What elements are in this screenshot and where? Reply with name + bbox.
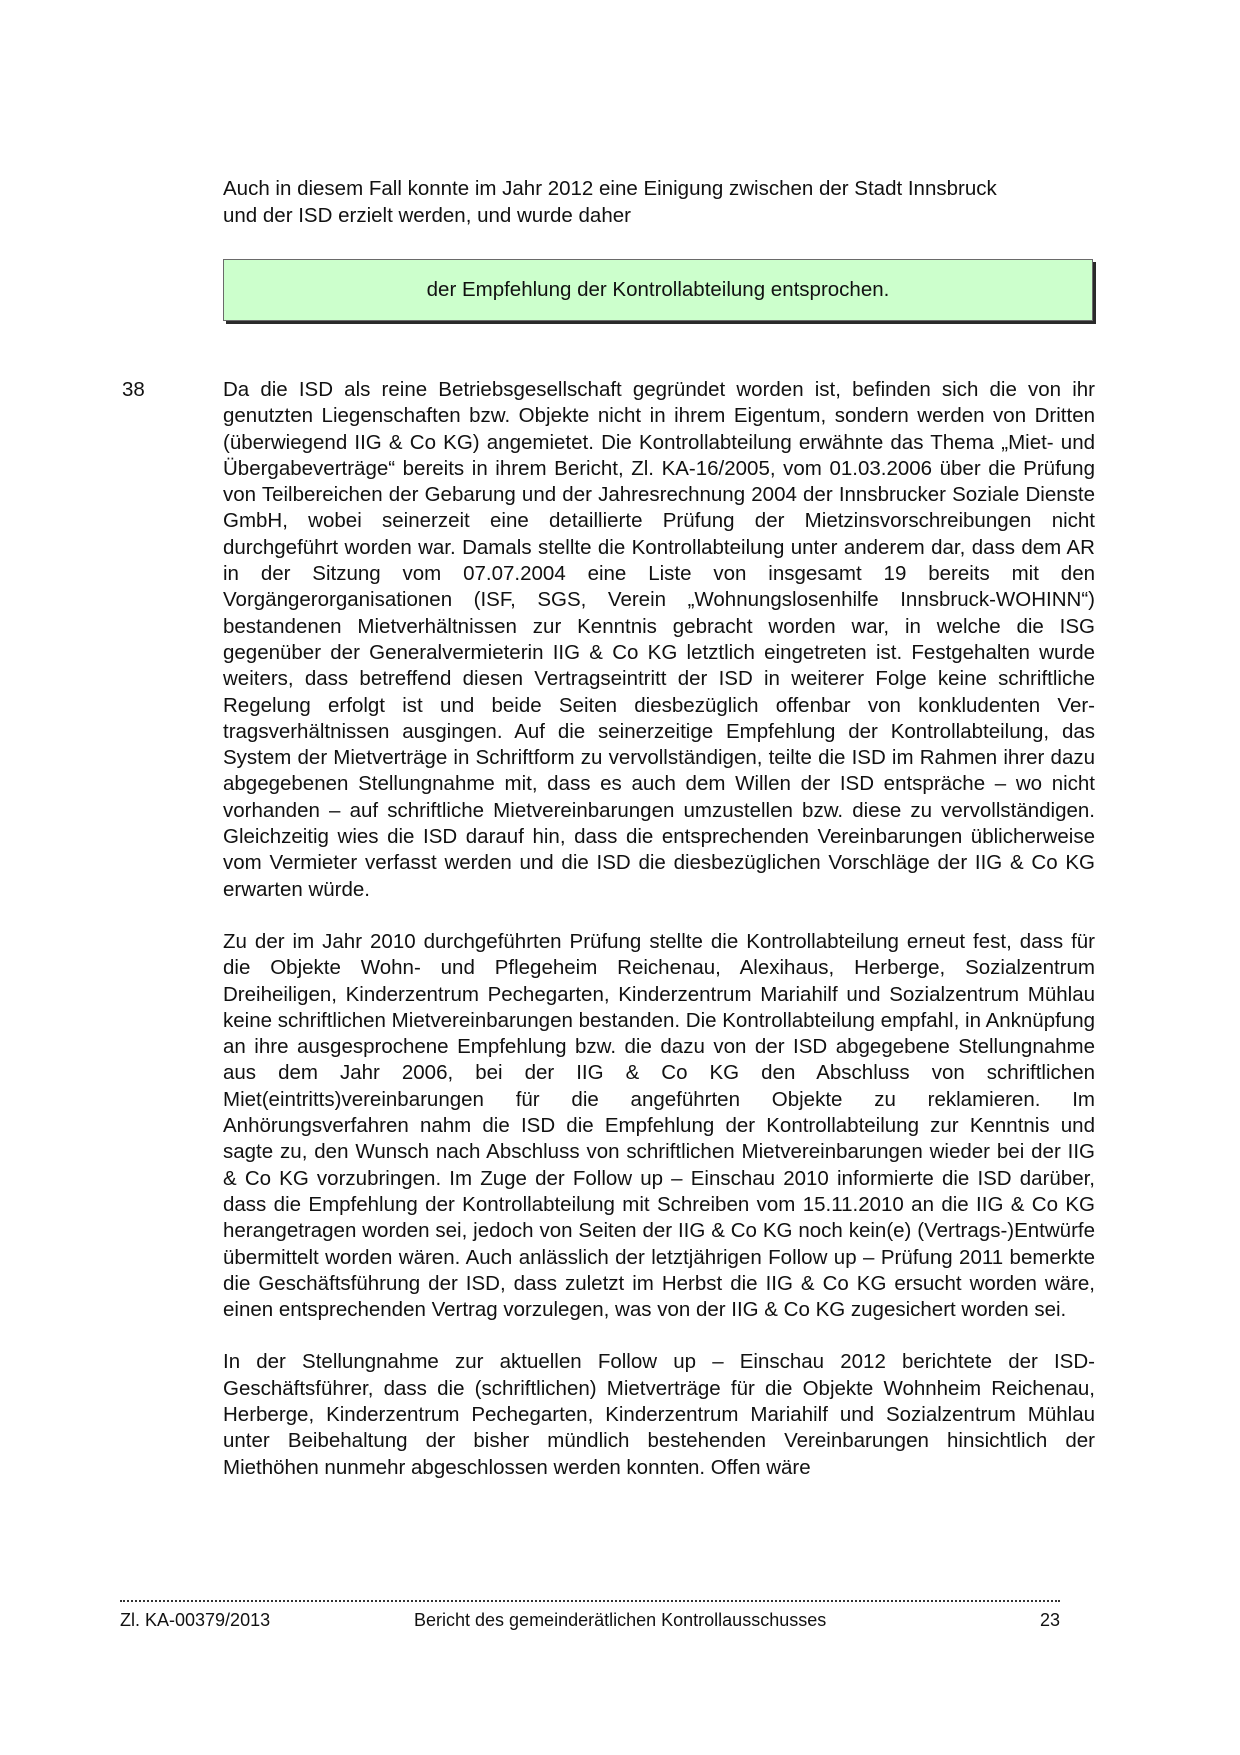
intro-line-2: und der ISD erzielt werden, und wurde daher [223,203,631,227]
body-paragraph-1: Da die ISD als reine Betriebsgesellschaft gegründet worden ist, befinden sich die von ihr genutzten Liegenschaften bzw. Objekte nicht in ihrem Eigentum, sondern werden von Dritten (überwiegend IIG & Co KG) angemietet. Die Kontrollabteilung erwähnte das Thema „Miet- und Übergabeverträge“ bereits in ihrem Bericht, Zl. KA-16/2005, vom 01.03.2006 über die Prüfung von Teilbereichen der Gebarung und der Jahresrechnung 2004 der Innsbrucker Soziale Dienste GmbH, wobei seinerzeit eine detaillierte Prüfung der Mietzinsvorschreibungen nicht durchgeführt worden war. Damals stellte die Kontrollabteilung unter anderem dar, dass dem AR in der Sitzung vom 07.07.2004 eine Liste von insgesamt 19 bereits mit den Vorgängerorganisationen (ISF, SGS, Verein „Wohnungslosenhilfe Innsbruck-WOHINN“) bestandenen Mietverhältnissen zur Kenntnis gebracht worden war, in welche die ISG gegenüber der Generalvermieterin IIG & Co KG letztlich eingetreten ist. Festgehalten wurde weiters, dass betreffend diesen Vertragseintritt der ISD in weiterer Folge keine schriftliche Regelung erfolgt ist und beide Seiten diesbezüglich offenbar von konkludenten Vertragsverhältnissen ausgingen. Auf die seinerzeitige Empfehlung der Kontrollabteilung, das System der Mietverträge in Schriftform zu vervollständigen, teilte die ISD im Rahmen ihrer dazu abgegebenen Stellungnahme mit, dass es auch dem Willen der ISD entspräche – wo nicht vorhanden – auf schriftliche Mietvereinbarungen umzustellen bzw. diese zu vervollständigen. Gleichzeitig wies die ISD darauf hin, dass die entsprechenden Vereinbarungen üblicherweise vom Vermieter verfasst werden und die ISD die diesbezüglichen Vorschläge der IIG & Co KG erwarten würde. [223,378,1095,901]
recommendation-callout-box [223,259,1093,321]
body-paragraph-2: Zu der im Jahr 2010 durchgeführten Prüfung stellte die Kontrollabteilung erneut fest, dass für die Objekte Wohn- und Pflegeheim Reichenau, Alexihaus, Herberge, Sozialzentrum Dreiheiligen, Kinderzentrum Pechegarten, Kinderzentrum Mariahilf und Sozialzentrum Mühlau keine schriftlichen Mietvereinbarungen bestanden. Die Kontrollabteilung empfahl, in Anknüpfung an ihre ausgesprochene Empfehlung bzw. die dazu von der ISD abgegebene Stellungnahme aus dem Jahr 2006, bei der IIG & Co KG den Abschluss von schriftlichen Miet(eintritts)vereinbarungen für die angeführten Objekte zu reklamieren. Im Anhörungsverfahren nahm die ISD die Empfehlung der Kontrollabteilung zur Kenntnis und sagte zu, den Wunsch nach Abschluss von schriftlichen Mietvereinbarungen wieder bei der IIG & Co KG vorzubringen. Im Zuge der Follow up – Einschau 2010 informierte die ISD darüber, dass die Empfehlung der Kontrollabteilung mit Schreiben vom 15.11.2010 an die IIG & Co KG herangetragen worden sei, jedoch von Seiten der IIG & Co KG noch kein(e) (Vertrags-)Entwürfe übermittelt worden wären. Auch anlässlich der letztjährigen Follow up – Prüfung 2011 bemerkte die Geschäftsführung der ISD, dass zuletzt im Herbst die IIG & Co KG ersucht worden wäre, einen entsprechenden Vertrag vorzulegen, was von der IIG & Co KG zugesichert worden sei. [223,929,1095,1322]
intro-line-1: Auch in diesem Fall konnte im Jahr 2012 eine Einigung zwischen der Stadt Innsbruck [223,177,997,200]
page-number: 23 [1039,1610,1060,1630]
section-number: 38 [122,378,145,401]
footer-title: Bericht des gemeinderätlichen Kontrollausschusses [414,1610,827,1630]
section-body [223,377,1095,1507]
callout-text: der Empfehlung der Kontrollabteilung entsprochen. [426,278,890,301]
footer-reference: Zl. KA-00379/2013 [120,1610,271,1630]
footer-divider [120,1600,1060,1602]
body-paragraph-3: In der Stellungnahme zur aktuellen Follow up – Einschau 2012 berichtete der ISD-Geschäftsführer, dass die (schriftlichen) Mietverträge für die Objekte Wohnheim Reichenau, Herberge, Kinderzentrum Pechegarten, Kinderzentrum Mariahilf und Sozialzentrum Mühlau unter Beibehaltung der bisher mündlich bestehenden Vereinbarungen hinsichtlich der Miethöhen nunmehr abgeschlossen werden konnten. Offen wäre [223,1350,1095,1479]
intro-paragraph [223,176,1095,229]
page-footer [120,1610,1060,1634]
